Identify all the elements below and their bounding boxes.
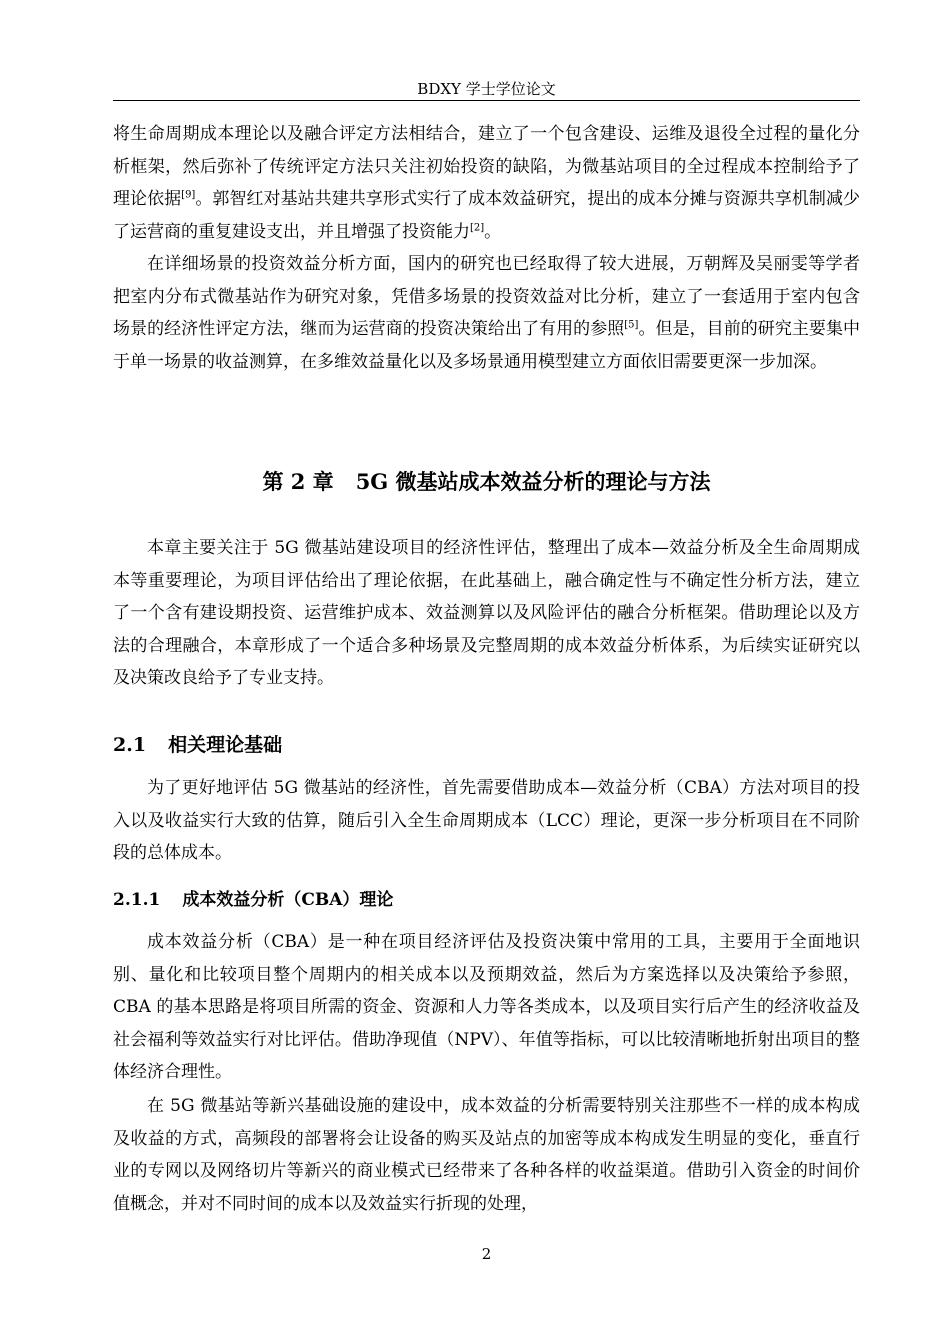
section-number: 2.1 [113, 734, 147, 756]
citation-ref: [5] [624, 319, 639, 331]
subsection-heading [113, 885, 393, 915]
running-header: BDXY 学士学位论文 [417, 80, 556, 98]
subsection-paragraph-1-text: 成本效益分析（CBA）是一种在项目经济评估及投资决策中常用的工具，主要用于全面地识别、量化和比较项目整个周期内的相关成本以及预期效益，然后为方案选择以及决策给予参照，CBA 的基本思路是将项目所需的资金、资源和人力等各类成本，以及项目实行后产生的经济收益及社会福利等效益实行对比评估。借助净现值（NPV）、年值等指标，可以比较清晰地折射出项目的整体经济合理性。 [113, 932, 860, 1083]
subsection-paragraph-2-text: 在 5G 微基站等新兴基础设施的建设中，成本效益的分析需要特别关注那些不一样的成本构成及收益的方式，高频段的部署将会让设备的购买及站点的加密等成本构成发生明显的变化，垂直行业的专网以及网络切片等新兴的商业模式已经带来了各种各样的收益渠道。借助引入资金的时间价值概念，并对不同时间的成本以及效益实行折现的处理， [113, 1096, 860, 1214]
intro-paragraph-2 [113, 248, 860, 378]
citation-ref: [9] [181, 189, 196, 201]
subsection-paragraph-1 [113, 926, 860, 1089]
intro-paragraph-2-text-b: 。但是，目前的研究主要集中于单一场景的收益测算，在多维效益量化以及多场景通用模型建立方面依旧需要更深一步加深。 [113, 319, 861, 372]
chapter-title: 5G 微基站成本效益分析的理论与方法 [355, 469, 711, 494]
chapter-intro [113, 532, 860, 695]
intro-paragraph-1-text-a: 将生命周期成本理论以及融合评定方法相结合，建立了一个包含建设、运维及退役全过程的量化分析框架，然后弥补了传统评定方法只关注初始投资的缺陷，为微基站项目的全过程成本控制给予了理论依据 [113, 124, 860, 210]
citation-ref: [2] [470, 222, 485, 234]
intro-paragraph-2-text-a: 在详细场景的投资效益分析方面，国内的研究也已经取得了较大进展，万朝辉及吴丽雯等学者把室内分布式微基站作为研究对象，凭借多场景的投资效益对比分析，建立了一套适用于室内包含场景的经济性评定方法，继而为运营商的投资决策给出了有用的参照 [113, 254, 860, 340]
section-title: 相关理论基础 [168, 734, 283, 756]
section-intro [113, 772, 860, 870]
section-intro-text: 为了更好地评估 5G 微基站的经济性，首先需要借助成本—效益分析（CBA）方法对项目的投入以及收益实行大致的估算，随后引入全生命周期成本（LCC）理论，更深一步分析项目在不同阶段的总体成本。 [113, 778, 860, 864]
subsection-paragraph-2 [113, 1090, 860, 1220]
subsection-title: 成本效益分析（CBA）理论 [182, 890, 394, 910]
intro-paragraph-1-text-c: 。 [484, 221, 502, 242]
chapter-heading [113, 466, 860, 498]
page-number: 2 [481, 1245, 492, 1263]
chapter-number: 第 2 章 [262, 469, 334, 494]
subsection-number: 2.1.1 [113, 890, 161, 910]
intro-paragraph-1-text-b: 。郭智红对基站共建共享形式实行了成本效益研究，提出的成本分摊与资源共享机制减少了运营商的重复建设支出，并且增强了投资能力 [113, 189, 861, 242]
intro-paragraph-1 [113, 118, 860, 248]
chapter-intro-text: 本章主要关注于 5G 微基站建设项目的经济性评估，整理出了成本—效益分析及全生命周期成本等重要理论，为项目评估给出了理论依据，在此基础上，融合确定性与不确定性分析方法，建立了一个含有建设期投资、运营维护成本、效益测算以及风险评估的融合分析框架。借助理论以及方法的合理融合，本章形成了一个适合多种场景及完整周期的成本效益分析体系，为后续实证研究以及决策改良给予了专业支持。 [113, 538, 860, 689]
section-heading [113, 730, 282, 760]
header-rule [113, 100, 860, 101]
